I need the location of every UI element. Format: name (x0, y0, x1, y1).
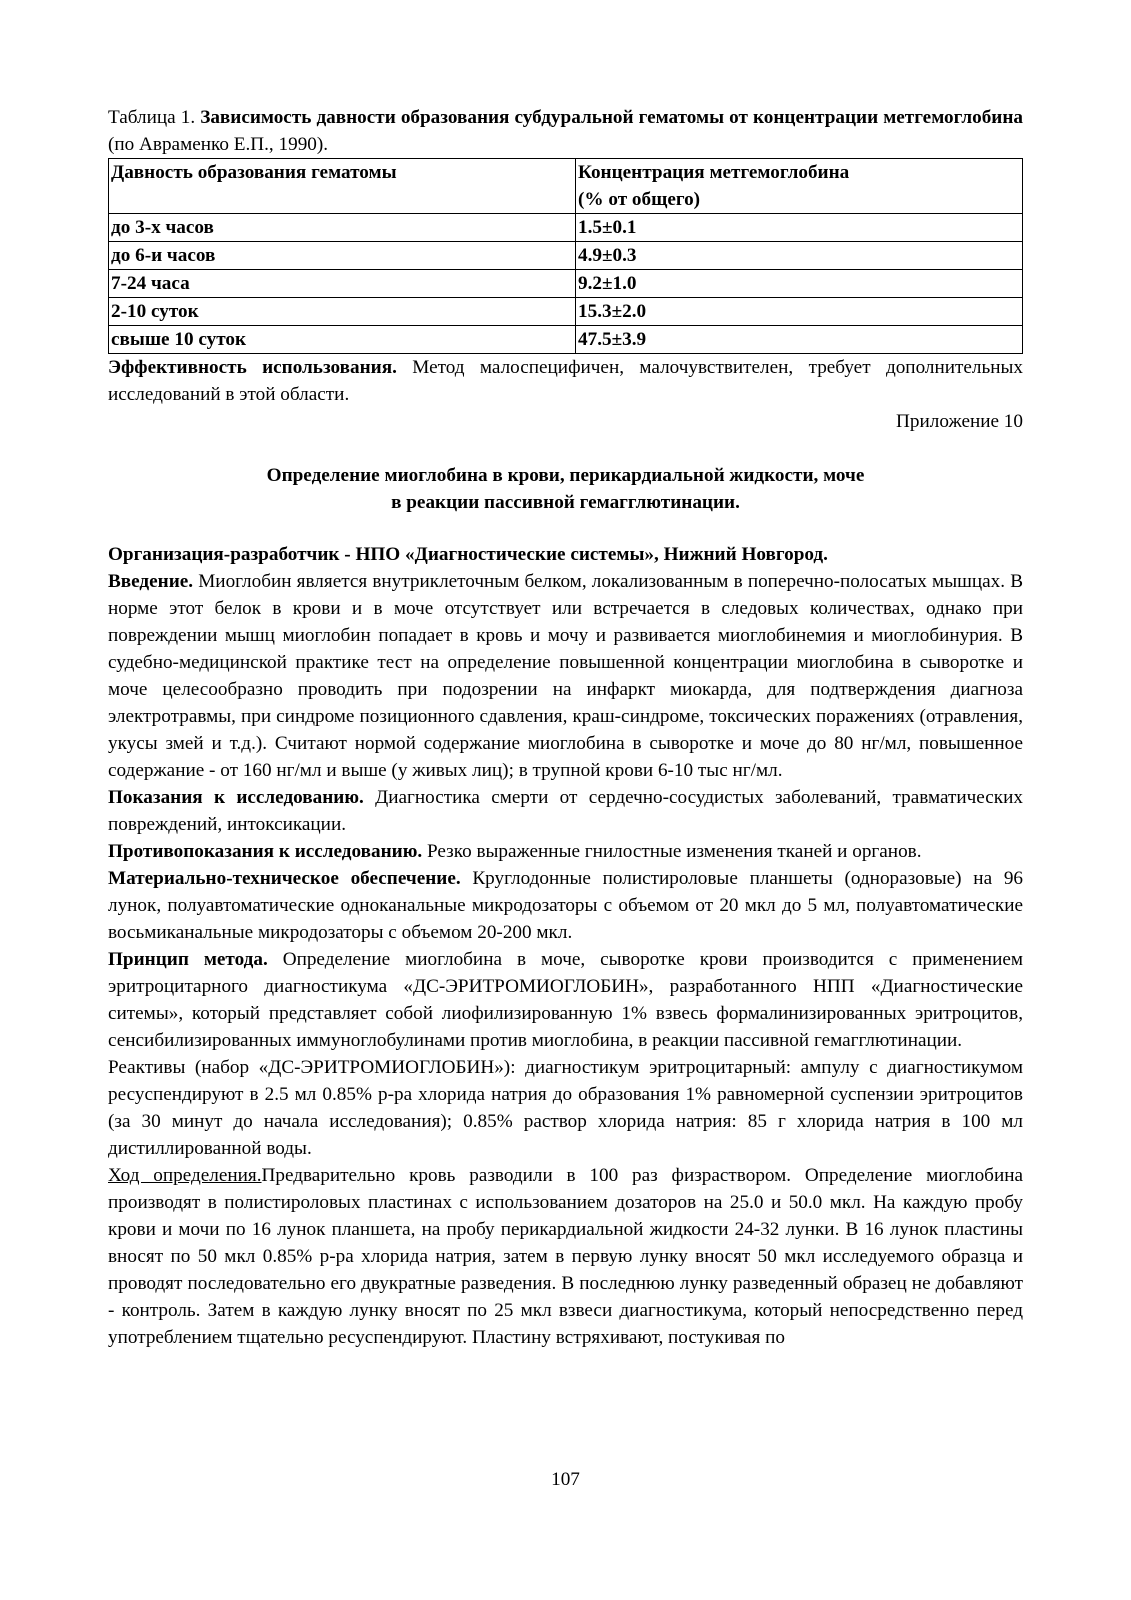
table-header-period: Давность образования гематомы (109, 159, 576, 214)
indications-paragraph (108, 784, 1023, 838)
principle-paragraph (108, 946, 1023, 1054)
table-header-row (109, 159, 1023, 214)
section-title-line2: в реакции пассивной гемагглютинации. (391, 492, 740, 513)
page-number: 107 (551, 1469, 580, 1490)
table-caption-title: Зависимость давности образования субдуральной гематомы от концентрации метгемоглобина (200, 107, 1023, 128)
procedure-label: Ход определения. (108, 1165, 262, 1186)
contraindications-label: Противопоказания к исследованию. (108, 841, 423, 862)
table-cell-value: 9.2±1.0 (576, 270, 1023, 298)
section-title (108, 462, 1023, 516)
equipment-label: Материально-техническое обеспечение. (108, 868, 461, 889)
appendix-label: Приложение 10 (896, 411, 1023, 432)
table-cell-period: до 3-х часов (109, 214, 576, 242)
efficiency-label: Эффективность использования. (108, 357, 397, 378)
reagents-paragraph: Реактивы (набор «ДС-ЭРИТРОМИОГЛОБИН»): диагностикум эритроцитарный: ампулу с диагностикумом ресуспендируют в 2.5 мл 0.85% р-ра хлорида натрия до образования 1% равномерной суспензии эритроцитов (за 30 минут до начала исследования); 0.85% раствор хлорида натрия: 85 г хлорида натрия в 100 мл дистиллированной воды. (108, 1057, 1023, 1159)
methemoglobin-table (108, 158, 1023, 354)
developer-text: Организация-разработчик - НПО «Диагностические системы», Нижний Новгород. (108, 544, 828, 565)
efficiency-text: Метод малоспецифичен, малочувствителен, требует дополнительных исследований в этой области. (108, 357, 1023, 405)
principle-text: Определение миоглобина в моче, сыворотке крови производится с применением эритроцитарного диагностикума «ДС-ЭРИТРОМИОГЛОБИН», разработанного НПП «Диагностические ситемы», который представляет собой лиофилизированную 1% взвесь формалинизированных эритроцитов, сенсибилизированных иммуноглобулинами против миоглобина, в реакции пассивной гемагглютинации. (108, 949, 1024, 1051)
equipment-text: Круглодонные полистироловые планшеты (одноразовые) на 96 лунок, полуавтоматические одноканальные микродозаторы с объемом от 20 мкл до 5 мл, полуавтоматические восьмиканальные микродозаторы с объемом 20-200 мкл. (108, 868, 1024, 943)
table-cell-value: 47.5±3.9 (576, 326, 1023, 354)
table-caption-source: (по Авраменко Е.П., 1990). (108, 134, 329, 155)
table-cell-period: 2-10 суток (109, 298, 576, 326)
table-cell-value: 1.5±0.1 (576, 214, 1023, 242)
table-cell-value: 15.3±2.0 (576, 298, 1023, 326)
principle-label: Принцип метода. (108, 949, 268, 970)
table-cell-period: до 6-и часов (109, 242, 576, 270)
table-row (109, 214, 1023, 242)
developer-line (108, 541, 1023, 568)
table-cell-period: свыше 10 суток (109, 326, 576, 354)
procedure-text: Предварительно кровь разводили в 100 раз физраствором. Определение миоглобина производят в полистироловых пластинах с использованием дозаторов на 25.0 и 50.0 мкл. На каждую пробу крови и мочи по 16 лунок планшета, на пробу перикардиальной жидкости 24-32 лунки. В 16 лунок пластины вносят по 50 мкл 0.85% р-ра хлорида натрия, затем в первую лунку вносят 50 мкл исследуемого образца и проводят последовательно его двукратные разведения. В последнюю лунку разведенный образец не добавляют - контроль. Затем в каждую лунку вносят по 25 мкл взвеси диагностикума, который непосредственно перед употреблением тщательно ресуспендируют. Пластину встряхивают, постукивая по (108, 1165, 1023, 1348)
table-row (109, 298, 1023, 326)
introduction-text: Миоглобин является внутриклеточным белком, локализованным в поперечно-полосатых мышцах. В норме этот белок в крови и в моче отсутствует или встречается в следовых количествах, однако при повреждении мышц миоглобин попадает в кровь и мочу и развивается миоглобинемия и миоглобинурия. В судебно-медицинской практике тест на определение повышенной концентрации миоглобина в сыворотке и моче целесообразно проводить при подозрении на инфаркт миокарда, для подтверждения диагноза электротравмы, при синдроме позиционного сдавления, краш-синдроме, токсических поражениях (отравления, укусы змей и т.д.). Считают нормой содержание миоглобина в сыворотке и моче до 80 нг/мл, повышенное содержание - от 160 нг/мл и выше (у живых лиц); в трупной крови 6-10 тыс нг/мл. (108, 571, 1023, 781)
table-cell-period: 7-24 часа (109, 270, 576, 298)
equipment-paragraph (108, 865, 1023, 946)
contraindications-paragraph (108, 838, 1023, 865)
introduction-label: Введение. (108, 571, 194, 592)
indications-label: Показания к исследованию. (108, 787, 364, 808)
table-row (109, 326, 1023, 354)
section-title-line1: Определение миоглобина в крови, перикардиальной жидкости, моче (266, 465, 865, 486)
contraindications-text: Резко выраженные гнилостные изменения тканей и органов. (426, 841, 922, 862)
table-row (109, 242, 1023, 270)
table-cell-value: 4.9±0.3 (576, 242, 1023, 270)
table-caption (108, 104, 1023, 158)
document-page (108, 104, 1023, 1351)
introduction-paragraph (108, 568, 1023, 784)
table-header-concentration: Концентрация метгемоглобина (% от общего) (576, 159, 1023, 214)
table-row (109, 270, 1023, 298)
table-caption-prefix: Таблица 1. (108, 107, 196, 128)
efficiency-paragraph (108, 354, 1023, 408)
procedure-paragraph (108, 1162, 1023, 1351)
indications-text: Диагностика смерти от сердечно-сосудистых заболеваний, травматических повреждений, интоксикации. (108, 787, 1023, 835)
